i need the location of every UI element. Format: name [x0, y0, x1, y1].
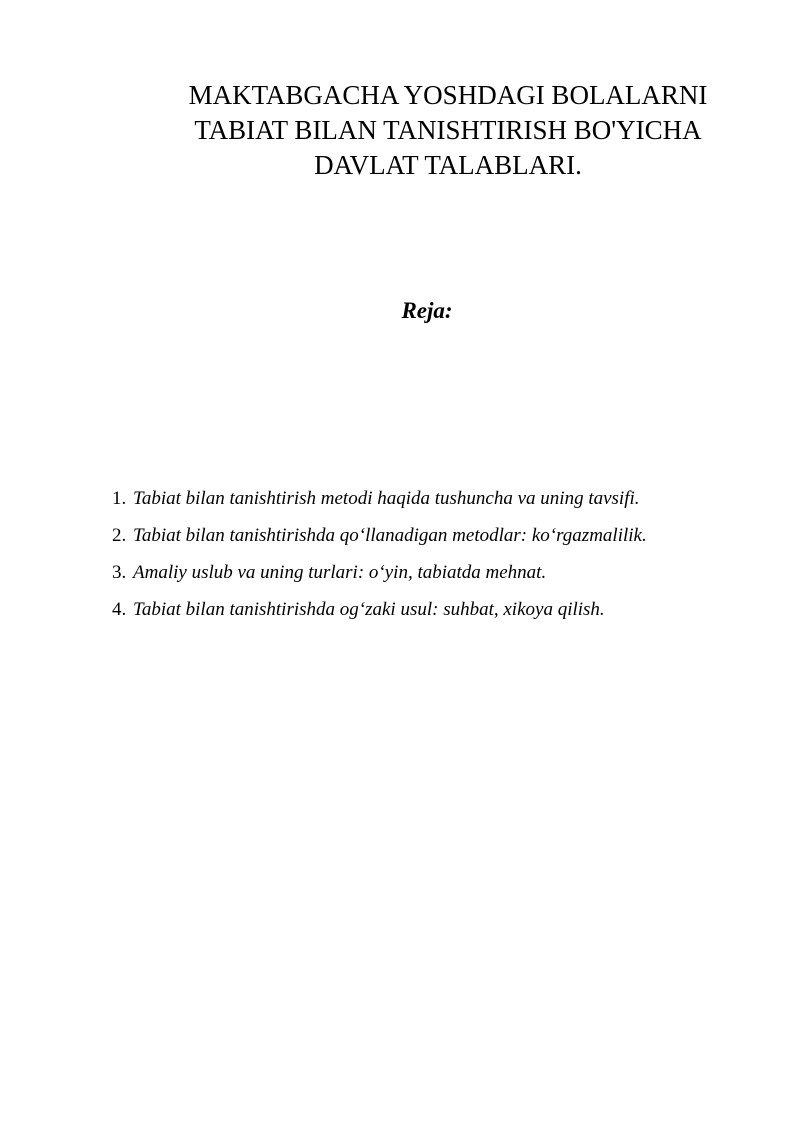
plan-item-number: 1. — [112, 488, 127, 509]
plan-item-number: 2. — [112, 525, 127, 546]
document-title — [110, 78, 786, 183]
plan-item-text: Tabiat bilan tanishtirishda qo‘llanadigan metodlar: ko‘rgazmalilik. — [133, 525, 647, 546]
plan-item — [112, 591, 772, 628]
plan-heading: Reja: — [401, 298, 453, 323]
plan-list — [112, 480, 772, 628]
plan-item — [112, 554, 772, 591]
title-line-3: DAVLAT TALABLARI. — [314, 150, 582, 180]
plan-item-number: 3. — [112, 562, 127, 583]
plan-item — [112, 517, 772, 554]
title-line-1: MAKTABGACHA YOSHDAGI BOLALARNI — [188, 80, 708, 110]
plan-item-text: Amaliy uslub va uning turlari: o‘yin, tabiatda mehnat. — [133, 562, 547, 583]
plan-item-number: 4. — [112, 599, 127, 620]
plan-item — [112, 480, 772, 517]
plan-item-text: Tabiat bilan tanishtirish metodi haqida tushuncha va uning tavsifi. — [133, 488, 640, 509]
plan-item-text: Tabiat bilan tanishtirishda og‘zaki usul: suhbat, xikoya qilish. — [133, 599, 605, 620]
title-line-2: TABIAT BILAN TANISHTIRISH BO'YICHA — [194, 115, 702, 145]
